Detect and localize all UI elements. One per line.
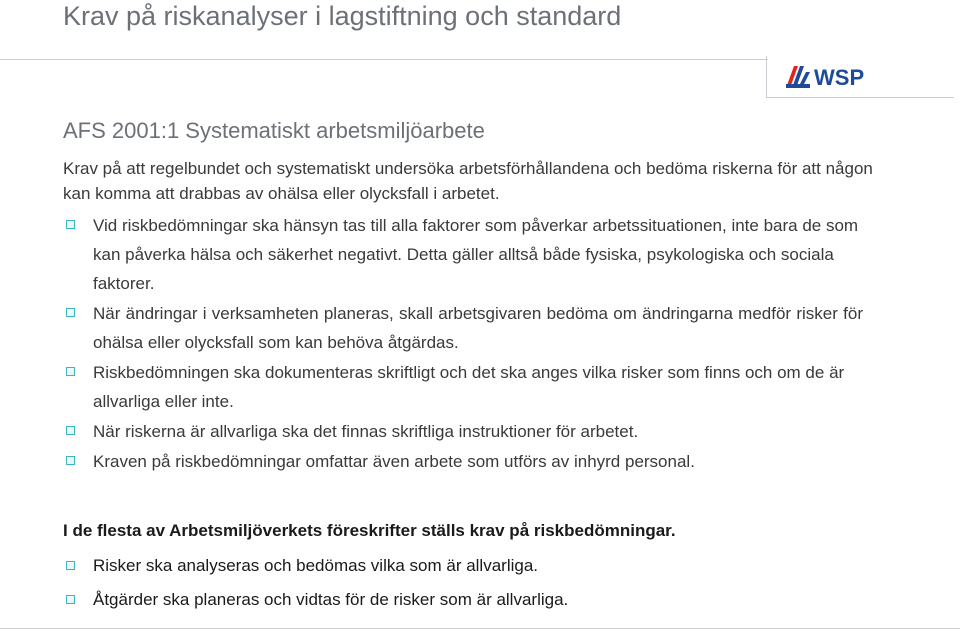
square-bullet-icon bbox=[66, 426, 75, 435]
regulations-list bbox=[63, 549, 863, 617]
list-item-text: När ändringar i verksamheten planeras, skall arbetsgivaren bedöma om ändringarna medför risker för ohälsa eller olycksfall som kan behöva åtgärdas. bbox=[93, 304, 863, 352]
list-item-text: Vid riskbedömningar ska hänsyn tas till alla faktorer som påverkar arbetssituationen, inte bara de som kan påverka hälsa och säkerhet negativt. Detta gäller alltså både fysiska, psykologiska och sociala faktorer. bbox=[93, 216, 859, 293]
list-item bbox=[63, 447, 863, 476]
intro-paragraph: Krav på att regelbundet och systematiskt undersöka arbetsförhållandena och bedöma riskerna för att någon kan komma att drabbas av ohälsa eller olycksfall i arbetet. bbox=[63, 159, 873, 203]
wsp-emblem-icon bbox=[786, 66, 810, 88]
list-item-text: Kraven på riskbedömningar omfattar även arbete som utförs av inhyrd personal. bbox=[93, 452, 695, 471]
square-bullet-icon bbox=[66, 220, 75, 229]
list-item bbox=[63, 417, 863, 446]
footer-divider bbox=[0, 628, 960, 629]
square-bullet-icon bbox=[66, 595, 75, 604]
section-subtitle: AFS 2001:1 Systematiskt arbetsmiljöarbete bbox=[63, 118, 485, 143]
square-bullet-icon bbox=[66, 308, 75, 317]
logo-text: WSP bbox=[814, 65, 865, 90]
list-item bbox=[63, 299, 863, 357]
list-item-text: Åtgärder ska planeras och vidtas för de risker som är allvarliga. bbox=[93, 590, 569, 609]
title-divider bbox=[0, 59, 768, 60]
list-item bbox=[63, 211, 863, 298]
list-item bbox=[63, 549, 863, 583]
list-item-text: Riskbedömningen ska dokumenteras skriftligt och det ska anges vilka risker som finns och om de är allvarliga eller inte. bbox=[93, 363, 845, 411]
slide-title: Krav på riskanalyser i lagstiftning och standard bbox=[63, 1, 622, 31]
square-bullet-icon bbox=[66, 561, 75, 570]
list-item bbox=[63, 583, 863, 617]
square-bullet-icon bbox=[66, 367, 75, 376]
list-item bbox=[63, 358, 863, 416]
square-bullet-icon bbox=[66, 456, 75, 465]
list-item-text: När riskerna är allvarliga ska det finnas skriftliga instruktioner för arbetet. bbox=[93, 422, 639, 441]
requirements-list bbox=[63, 211, 863, 477]
regulations-heading: I de flesta av Arbetsmiljöverkets föreskrifter ställs krav på riskbedömningar. bbox=[63, 521, 676, 540]
wsp-logo bbox=[784, 62, 876, 90]
list-item-text: Risker ska analyseras och bedömas vilka som är allvarliga. bbox=[93, 556, 539, 575]
